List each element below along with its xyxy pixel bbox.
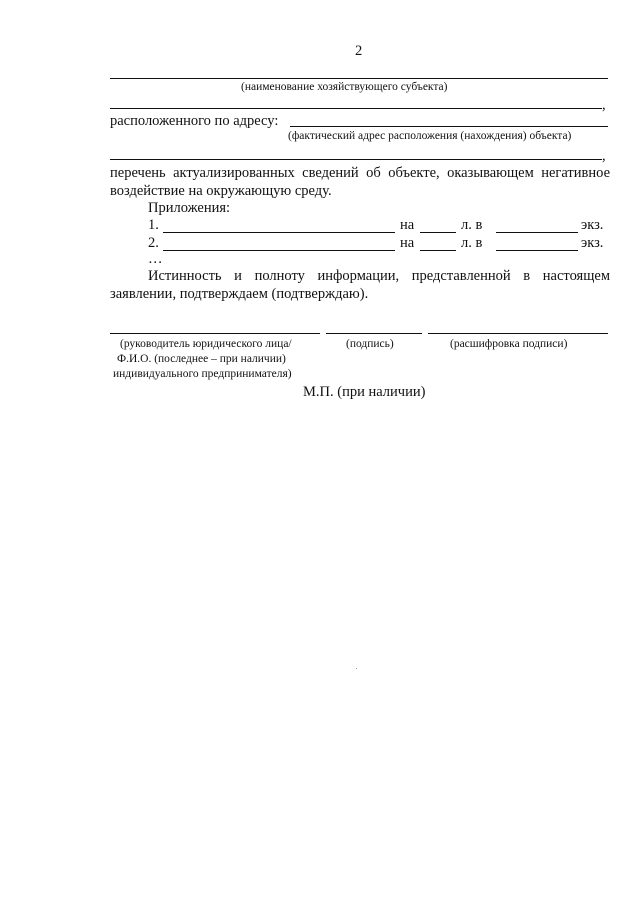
address-caption: (фактический адрес расположения (нахождения) объекта)	[288, 130, 572, 142]
head-caption-1: (руководитель юридического лица/	[120, 338, 292, 350]
decode-caption: (расшифровка подписи)	[450, 338, 568, 350]
body-line-2: воздействие на окружающую среду.	[110, 183, 332, 199]
address-label: расположенного по адресу:	[110, 113, 279, 129]
attachment-title-line	[163, 232, 395, 233]
attachment-copies-line	[496, 250, 578, 251]
attachment-copies-line	[496, 232, 578, 233]
signature-decode-line	[428, 333, 608, 334]
attachment-sheets-line	[420, 232, 456, 233]
attachment-number: 2.	[148, 235, 159, 251]
ellipsis: …	[148, 251, 163, 267]
statement-line-1: Истинность и полноту информации, представленной в настоящем	[148, 268, 610, 284]
entity-name-line-2	[110, 108, 602, 109]
attachment-copies-label: экз.	[581, 217, 604, 233]
address-line-2	[110, 159, 602, 160]
attachment-na: на	[400, 217, 415, 233]
entity-name-line	[110, 78, 608, 79]
head-caption-3: индивидуального предпринимателя)	[113, 368, 292, 380]
comma-2: ,	[602, 148, 606, 164]
head-caption-2: Ф.И.О. (последнее – при наличии)	[117, 353, 286, 365]
page-number: 2	[355, 43, 363, 59]
entity-caption: (наименование хозяйствующего субъекта)	[241, 81, 448, 93]
signature-line	[326, 333, 422, 334]
attachment-na: на	[400, 235, 415, 251]
attachment-sheets-line	[420, 250, 456, 251]
sign-caption: (подпись)	[346, 338, 394, 350]
comma: ,	[602, 97, 606, 113]
attachment-copies-label: экз.	[581, 235, 604, 251]
statement-line-2: заявлении, подтверждаем (подтверждаю).	[110, 286, 369, 302]
address-line	[290, 126, 608, 127]
attachment-sheets-label: л. в	[461, 217, 483, 233]
stamp-label: М.П. (при наличии)	[303, 384, 426, 400]
attachment-title-line	[163, 250, 395, 251]
attachments-heading: Приложения:	[148, 200, 231, 216]
body-line-1: перечень актуализированных сведений об объекте, оказывающем негативное	[110, 165, 610, 181]
attachment-number: 1.	[148, 217, 159, 233]
head-signature-line	[110, 333, 320, 334]
attachment-sheets-label: л. в	[461, 235, 483, 251]
scan-speck	[356, 668, 357, 669]
